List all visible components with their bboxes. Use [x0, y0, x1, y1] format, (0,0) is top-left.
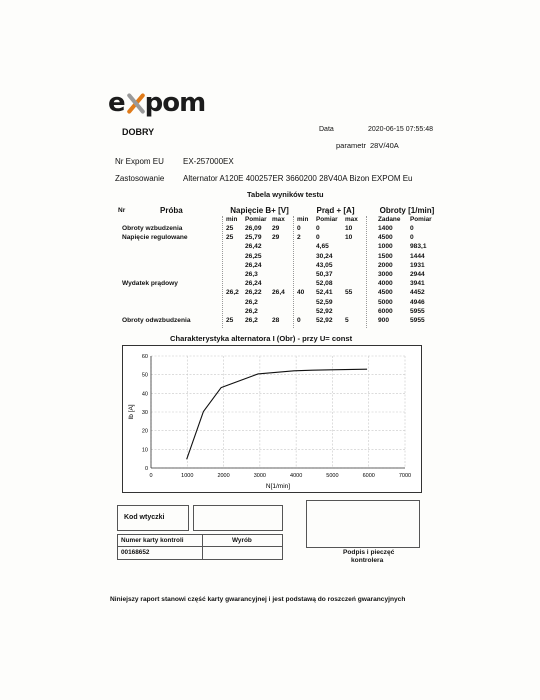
- expom-logo: [108, 88, 205, 118]
- x-tick-label: 1000: [181, 473, 194, 479]
- parameter-label: parametr: [336, 141, 367, 150]
- table-cell: [270, 261, 295, 270]
- table-cell: 983,1: [410, 243, 427, 251]
- table-cell: 3000: [378, 271, 393, 279]
- header-prad: Prąd + [A]: [316, 205, 355, 215]
- results-table: [120, 205, 438, 325]
- table-cell: [295, 279, 314, 288]
- table-cell: 1400: [378, 225, 393, 233]
- subheader-pomiar: Pomiar: [410, 216, 432, 223]
- table-cell: [343, 307, 376, 316]
- table-cell: 26,3: [245, 271, 258, 279]
- footer-note: Niniejszy raport stanowi część karty gwarancyjnej i jest podstawą do roszczeń gwarancyjnych: [110, 596, 406, 603]
- table-cell: [295, 242, 314, 251]
- table-cell: 5000: [378, 298, 393, 306]
- x-tick-label: 6000: [362, 473, 375, 479]
- subheader-zadane: Zadane: [378, 216, 401, 223]
- signature-box: [306, 500, 420, 548]
- y-axis-label: Ib [A]: [128, 404, 135, 420]
- line-chart: [123, 346, 421, 492]
- table-cell: 10: [345, 225, 353, 233]
- table-cell: [224, 307, 243, 316]
- x-tick-label: 4000: [290, 473, 303, 479]
- row-label: [120, 252, 224, 261]
- table-cell: [270, 252, 295, 261]
- row-label: [120, 288, 224, 297]
- kod-wtyczki-box: [117, 505, 189, 531]
- table-cell: [343, 261, 376, 270]
- row-label: [120, 270, 224, 279]
- table-cell: 25,79: [245, 234, 262, 242]
- table-cell: 4500: [378, 289, 393, 297]
- table-cell: 52,59: [316, 298, 333, 306]
- x-tick-label: 2000: [217, 473, 230, 479]
- table-cell: 25: [226, 316, 234, 324]
- table-row: [120, 224, 438, 233]
- row-label: [120, 261, 224, 270]
- row-label: Napięcie regulowane: [122, 234, 188, 242]
- table-cell: [343, 298, 376, 307]
- chart-frame: [122, 345, 422, 493]
- table-cell: 6000: [378, 307, 393, 315]
- table-cell: 0: [316, 234, 320, 242]
- table-cell: 43,05: [316, 261, 333, 269]
- kontrolera-label: kontrolera: [351, 557, 384, 564]
- row-label: Wydatek prądowy: [122, 280, 178, 288]
- table-cell: 5: [345, 316, 349, 324]
- table-cell: [224, 242, 243, 251]
- table-cell: 5955: [410, 316, 425, 324]
- table-cell: 40: [297, 289, 305, 297]
- table-header-row: [120, 205, 438, 215]
- table-row: [120, 316, 438, 325]
- table-row: [120, 252, 438, 261]
- table-cell: 26,4: [272, 289, 285, 297]
- kod-wtyczki-label: Kod wtyczki: [124, 514, 165, 521]
- table-cell: 26,25: [245, 252, 262, 260]
- y-tick-label: 50: [141, 372, 148, 379]
- subheader-max: max: [345, 216, 358, 223]
- x-tick-label: 5000: [326, 473, 339, 479]
- table-cell: [295, 307, 314, 316]
- table-cell: 52,92: [316, 316, 333, 324]
- table-row: [120, 270, 438, 279]
- parameter-value: 28V/40A: [370, 141, 399, 150]
- header-napiecie: Napięcie B+ [V]: [230, 205, 289, 215]
- numer-karty-label: Numer karty kontroli: [121, 537, 184, 544]
- table-row: [120, 242, 438, 251]
- table-cell: [270, 279, 295, 288]
- table-cell: 29: [272, 234, 280, 242]
- table-cell: 52,41: [316, 289, 333, 297]
- nr-expom-label: Nr Expom EU: [115, 157, 164, 166]
- y-tick-label: 0: [144, 466, 148, 472]
- table-cell: [295, 298, 314, 307]
- numer-karty-box: [117, 534, 283, 560]
- table-cell: 30,24: [316, 252, 333, 260]
- header-obroty: Obroty [1/min]: [379, 205, 435, 215]
- table-row: [120, 233, 438, 242]
- numer-karty-value: 00168652: [121, 549, 150, 556]
- wyrob-label: Wyrób: [232, 537, 252, 544]
- table-cell: 2000: [378, 261, 393, 269]
- table-cell: 52,92: [316, 307, 333, 315]
- table-cell: [295, 261, 314, 270]
- table-cell: 1931: [410, 261, 425, 269]
- table-row: [120, 307, 438, 316]
- table-cell: 10: [345, 234, 353, 242]
- subheader-pomiar: Pomiar: [316, 216, 338, 223]
- box-divider: [202, 535, 203, 559]
- table-cell: [295, 270, 314, 279]
- row-label: Obroty wzbudzenia: [122, 225, 183, 233]
- table-cell: 26,42: [245, 243, 262, 251]
- table-cell: [224, 261, 243, 270]
- table-cell: 0: [316, 225, 320, 233]
- y-tick-label: 30: [141, 410, 148, 416]
- table-cell: 0: [297, 225, 301, 233]
- table-cell: [343, 279, 376, 288]
- table-cell: [224, 298, 243, 307]
- status-text: DOBRY: [122, 127, 155, 137]
- table-cell: [295, 252, 314, 261]
- table-cell: [224, 279, 243, 288]
- table-nr-header: Nr: [118, 207, 126, 214]
- table-cell: 2: [297, 234, 301, 242]
- row-label: [120, 298, 224, 307]
- zastosowanie-label: Zastosowanie: [115, 174, 165, 183]
- table-cell: [270, 270, 295, 279]
- table-cell: 1000: [378, 243, 393, 251]
- table-title: Tabela wyników testu: [247, 190, 324, 199]
- date-value: 2020-06-15 07:55:48: [368, 126, 433, 133]
- table-cell: 28: [272, 316, 280, 324]
- y-tick-label: 20: [141, 428, 148, 435]
- header-proba: Próba: [160, 205, 183, 215]
- row-label: [120, 242, 224, 251]
- y-tick-label: 40: [141, 391, 148, 398]
- table-cell: 0: [297, 316, 301, 324]
- subheader-min: min: [297, 216, 309, 223]
- table-cell: 26,2: [245, 298, 258, 306]
- table-row: [120, 261, 438, 270]
- table-cell: [224, 270, 243, 279]
- table-cell: 4946: [410, 298, 425, 306]
- kod-wtyczki-value-box: [193, 505, 283, 531]
- table-cell: 2944: [410, 271, 425, 279]
- subheader-pomiar: Pomiar: [245, 216, 267, 223]
- y-tick-label: 60: [141, 354, 148, 360]
- x-tick-label: 0: [149, 473, 153, 479]
- table-subheader-row: [120, 215, 438, 224]
- table-cell: 3941: [410, 280, 425, 288]
- x-tick-label: 7000: [398, 473, 412, 479]
- y-tick-label: 10: [141, 447, 148, 454]
- x-tick-label: 3000: [253, 473, 266, 479]
- chart-title: Charakterystyka alternatora I (Obr) - przy U= const: [170, 334, 353, 343]
- table-cell: 4452: [410, 289, 425, 297]
- table-row: [120, 298, 438, 307]
- table-cell: 29: [272, 225, 280, 233]
- table-cell: 0: [410, 225, 414, 233]
- table-cell: [343, 252, 376, 261]
- table-cell: 25: [226, 225, 234, 233]
- subheader-max: max: [272, 216, 285, 223]
- table-cell: 26,22: [245, 289, 262, 297]
- table-cell: 26,24: [245, 261, 262, 269]
- table-cell: 26,2: [245, 316, 258, 324]
- table-cell: 26,24: [245, 280, 262, 288]
- table-cell: 26,2: [226, 289, 239, 297]
- table-cell: 25: [226, 234, 234, 242]
- logo-letters-pom: pom: [144, 88, 206, 118]
- table-cell: [343, 242, 376, 251]
- nr-expom-value: EX-257000EX: [183, 157, 234, 166]
- box-divider: [118, 546, 282, 547]
- series-line: [187, 369, 367, 459]
- logo-x-mark: [126, 92, 144, 114]
- subheader-min: min: [226, 216, 238, 223]
- table-cell: 26,2: [245, 307, 258, 315]
- x-axis-label: N[1/min]: [265, 483, 291, 490]
- table-cell: [270, 242, 295, 251]
- table-cell: 4500: [378, 234, 393, 242]
- table-cell: 1500: [378, 252, 393, 260]
- zastosowanie-value: Alternator A120E 400257ER 3660200 28V40A Bizon EXPOM Eu: [183, 174, 413, 183]
- table-cell: 900: [378, 316, 390, 324]
- table-cell: 26,09: [245, 225, 262, 233]
- table-cell: 52,08: [316, 280, 333, 288]
- podpis-label: Podpis i pieczęć: [343, 549, 395, 556]
- table-row: [120, 288, 438, 297]
- table-cell: 50,37: [316, 271, 333, 279]
- table-cell: 55: [345, 289, 353, 297]
- table-cell: 4,65: [316, 243, 329, 251]
- table-cell: 0: [410, 234, 414, 242]
- table-cell: [270, 307, 295, 316]
- row-label: [120, 307, 224, 316]
- table-cell: 1444: [410, 252, 425, 260]
- logo-letter-e: e: [108, 88, 125, 118]
- table-cell: 4000: [378, 280, 393, 288]
- date-label: Data: [319, 126, 334, 133]
- row-label: Obroty odwzbudzenia: [122, 316, 191, 324]
- table-cell: [270, 298, 295, 307]
- table-cell: [224, 252, 243, 261]
- table-row: [120, 279, 438, 288]
- table-cell: 5955: [410, 307, 425, 315]
- table-cell: [343, 270, 376, 279]
